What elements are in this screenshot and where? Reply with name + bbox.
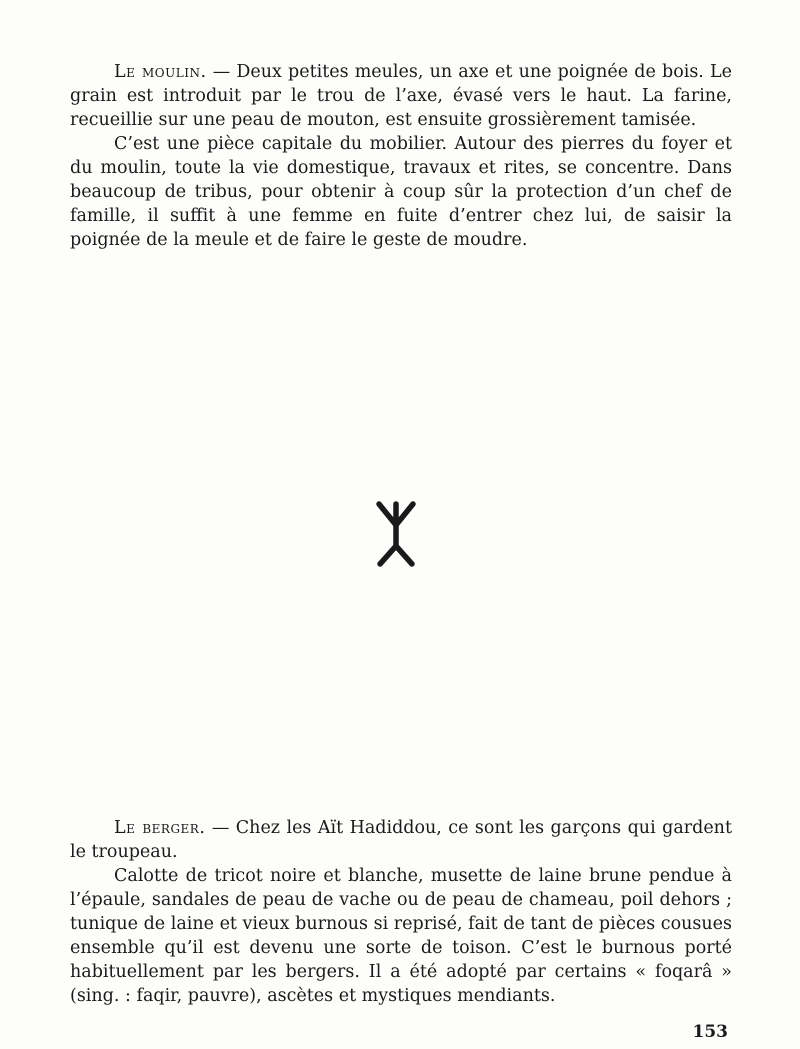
page-number: 153 — [692, 1022, 728, 1042]
section-moulin — [70, 60, 732, 252]
moulin-heading: Le moulin. — [114, 62, 207, 82]
berger-paragraph-1 — [70, 816, 732, 864]
moulin-paragraph-2: C’est une pièce capitale du mobilier. Autour des pierres du foyer et du moulin, toute la vie domestique, travaux et rites, se concentre. Dans beaucoup de tribus, pour obtenir à coup sûr la protection d’un chef de famille, il suffit à une femme en fuite d’entrer chez lui, de saisir la poignée de la meule et de faire le geste de moudre. — [70, 134, 732, 250]
berger-heading: Le berger. — [114, 818, 206, 838]
moulin-lead-text: — Deux petites meules, un axe et une poignée de bois. Le grain est introduit par le trou de l’axe, évasé vers le haut. La farine, recueillie sur une peau de mouton, est ensuite grossièrement tamisée. — [70, 62, 732, 130]
moulin-paragraph-1 — [70, 60, 732, 132]
section-berger — [70, 816, 732, 1008]
berger-paragraph-2: Calotte de tricot noire et blanche, musette de laine brune pendue à l’épaule, sandales de peau de vache ou de peau de chameau, poil dehors ; tunique de laine et vieux burnous si reprisé, fait de tant de pièces cousues ensemble qu’il est devenu une sorte de toison. C’est le burnous porté habituellement par les bergers. Il a été adopté par certains « foqarâ » (sing. : faqir, pauvre), ascètes et mystiques mendiants. — [70, 866, 732, 1006]
berber-rune-symbol-icon — [373, 498, 419, 570]
berger-lead-text: — Chez les Aït Hadiddou, ce sont les garçons qui gardent le troupeau. — [70, 818, 732, 862]
